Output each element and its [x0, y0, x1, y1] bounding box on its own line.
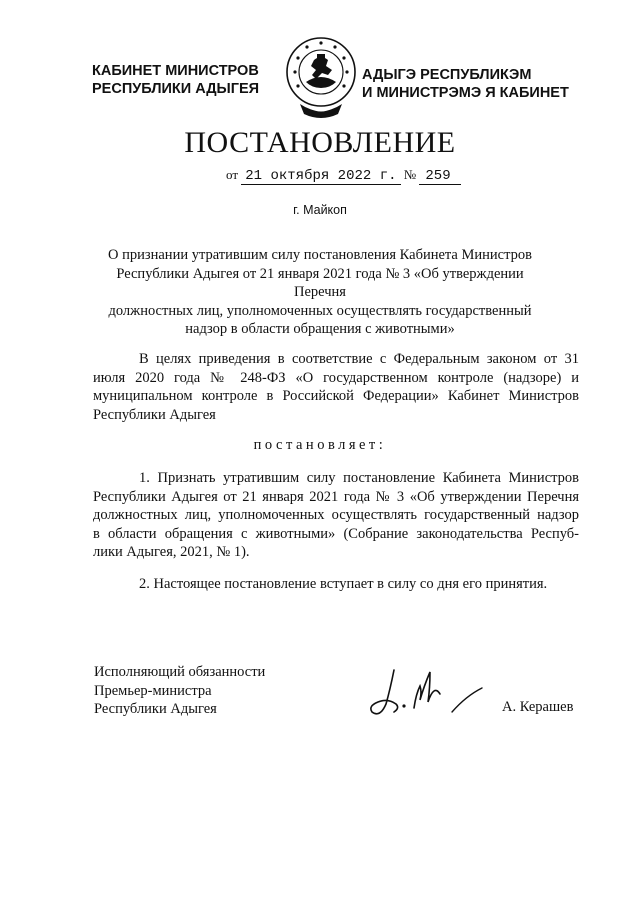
- position-line: Исполняющий обязанности: [94, 664, 266, 680]
- preamble-line: В целях приведения в соответствие с Федеральным законом от 31: [139, 351, 579, 367]
- item-1-line: Республики Адыгея от 21 января 2021 года № 3 «Об утверждении Перечня: [93, 488, 579, 505]
- issuer-line-adyghe-2: И МИНИСТРЭМЭ Я КАБИНЕТ: [362, 85, 569, 101]
- position-line: Премьер-министра: [94, 682, 212, 699]
- issuer-name-russian: [92, 62, 259, 98]
- city: г. Майкоп: [293, 203, 347, 217]
- item-1-line: должностных лиц, уполномоченных осуществлять государственный надзор: [93, 507, 579, 523]
- emblem-icon: [284, 34, 358, 124]
- item-1-paragraph: [93, 469, 579, 562]
- decree-word: постановляет:: [253, 437, 387, 453]
- position-line: Республики Адыгея: [94, 701, 217, 717]
- subject-line: должностных лиц, уполномоченных осуществлять государственный: [108, 302, 532, 319]
- subject-line: надзор в области обращения с животными»: [185, 321, 455, 337]
- item-2-paragraph: [93, 575, 579, 594]
- item-1-line: лики Адыгея, 2021, № 1).: [93, 544, 250, 560]
- date-prefix: от: [226, 167, 239, 182]
- issuer-line-adyghe-1: АДЫГЭ РЕСПУБЛИКЭМ: [362, 67, 532, 83]
- handwritten-signature: [366, 660, 496, 730]
- document-subject: [90, 246, 550, 339]
- date-value: 21 октября 2022 г.: [241, 168, 400, 185]
- preamble-line: Республики Адыгея: [93, 406, 216, 423]
- issuer-name-adyghe: [362, 66, 569, 102]
- number-prefix: №: [403, 167, 417, 182]
- document-title: ПОСТАНОВЛЕНИЕ: [184, 126, 456, 159]
- subject-line: Республики Адыгея от 21 января 2021 года № 3 «Об утверждении Перечня: [116, 265, 524, 300]
- date-number-line: [226, 167, 461, 185]
- item-1-line: в области обращения с животными» (Собрание законодательства Респуб-: [93, 525, 579, 542]
- signatory-name: А. Керашев: [502, 699, 574, 715]
- preamble-line: муниципальном контроле в Российской Федерации» Кабинет Министров: [93, 388, 579, 404]
- issuer-line-1: КАБИНЕТ МИНИСТРОВ: [92, 63, 259, 79]
- item-2-line: 2. Настоящее постановление вступает в силу со дня его принятия.: [139, 576, 548, 592]
- preamble-paragraph: [93, 350, 579, 424]
- signatory-position: [94, 663, 265, 719]
- number-value: 259: [419, 168, 460, 185]
- subject-line: О признании утратившим силу постановления Кабинета Министров: [108, 247, 532, 263]
- preamble-line: июля 2020 года № 248-ФЗ «О государственном контроле (надзоре) и: [93, 369, 579, 386]
- item-1-line: 1. Признать утратившим силу постановление Кабинета Министров: [139, 470, 579, 486]
- issuer-line-2: РЕСПУБЛИКИ АДЫГЕЯ: [92, 81, 260, 97]
